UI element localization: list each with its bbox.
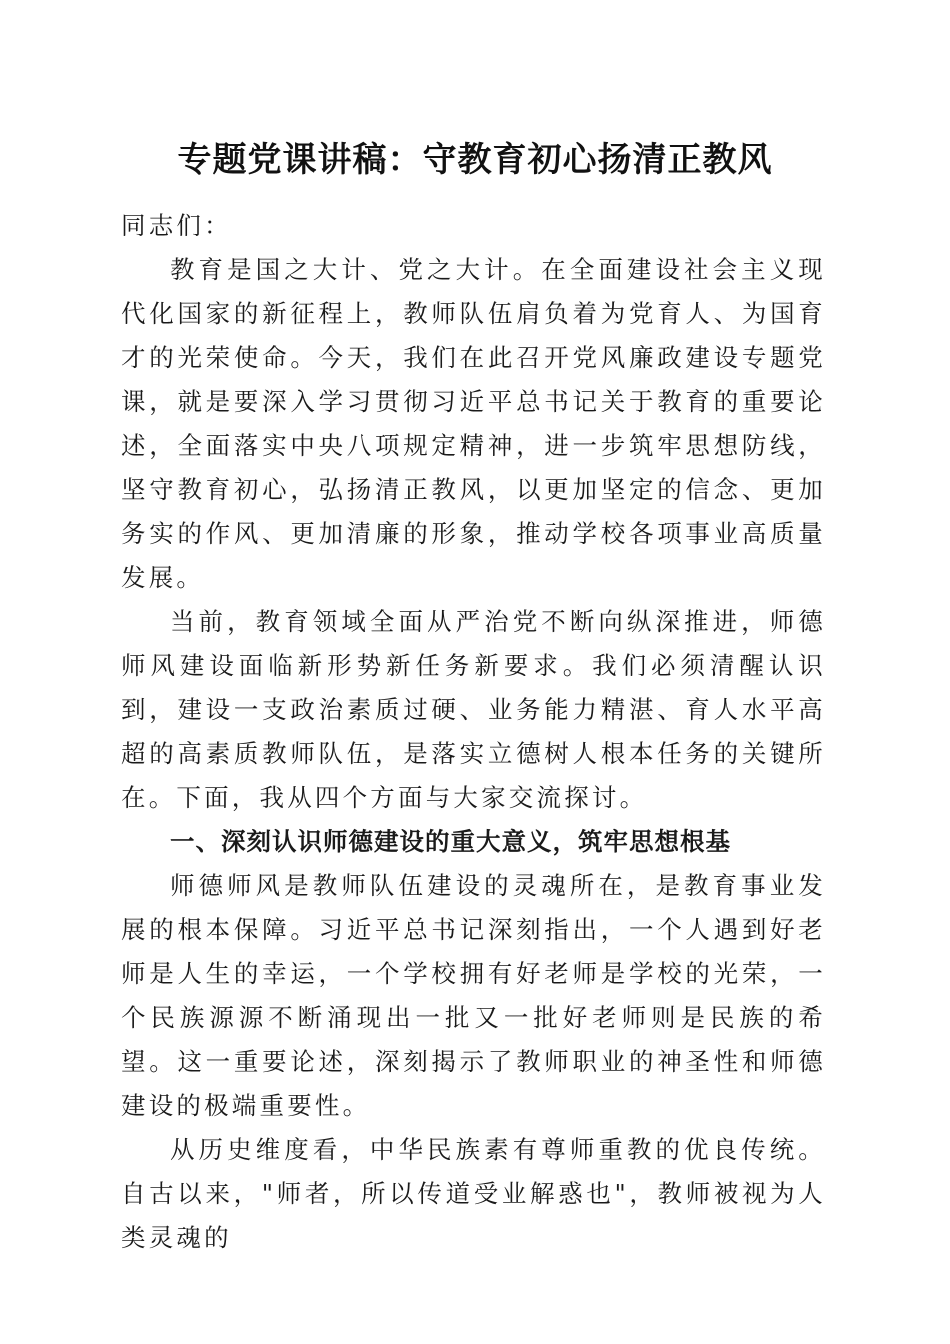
document-body (121, 204, 826, 1260)
document-title: 专题党课讲稿：守教育初心扬清正教风 (177, 140, 773, 180)
paragraph-intro: 教育是国之大计、党之大计。在全面建设社会主义现代化国家的新征程上，教师队伍肩负着为党育人、为国育才的光荣使命。今天，我们在此召开党风廉政建设专题党课，就是要深入学习贯彻习近平总书记关于教育的重要论述，全面落实中央八项规定精神，进一步筑牢思想防线，坚守教育初心，弘扬清正教风，以更加坚定的信念、更加务实的作风、更加清廉的形象，推动学校各项事业高质量发展。 (121, 255, 826, 592)
section-paragraph: 师德师风是教师队伍建设的灵魂所在，是教育事业发展的根本保障。习近平总书记深刻指出，一个人遇到好老师是人生的幸运，一个学校拥有好老师是学校的光荣，一个民族源源不断涌现出一批又一批好老师则是民族的希望。这一重要论述，深刻揭示了教师职业的神圣性和师德建设的极端重要性。 (121, 871, 826, 1120)
paragraph-context: 当前，教育领域全面从严治党不断向纵深推进，师德师风建设面临新形势新任务新要求。我们必须清醒认识到，建设一支政治素质过硬、业务能力精湛、育人水平高超的高素质教师队伍，是落实立德树人根本任务的关键所在。下面，我从四个方面与大家交流探讨。 (121, 607, 826, 812)
section-heading: 一、深刻认识师德建设的重大意义，筑牢思想根基 (170, 827, 731, 856)
section-paragraph: 从历史维度看，中华民族素有尊师重教的优良传统。自古以来，"师者，所以传道受业解惑也"，教师被视为人类灵魂的 (121, 1135, 826, 1252)
greeting: 同志们： (121, 211, 232, 240)
